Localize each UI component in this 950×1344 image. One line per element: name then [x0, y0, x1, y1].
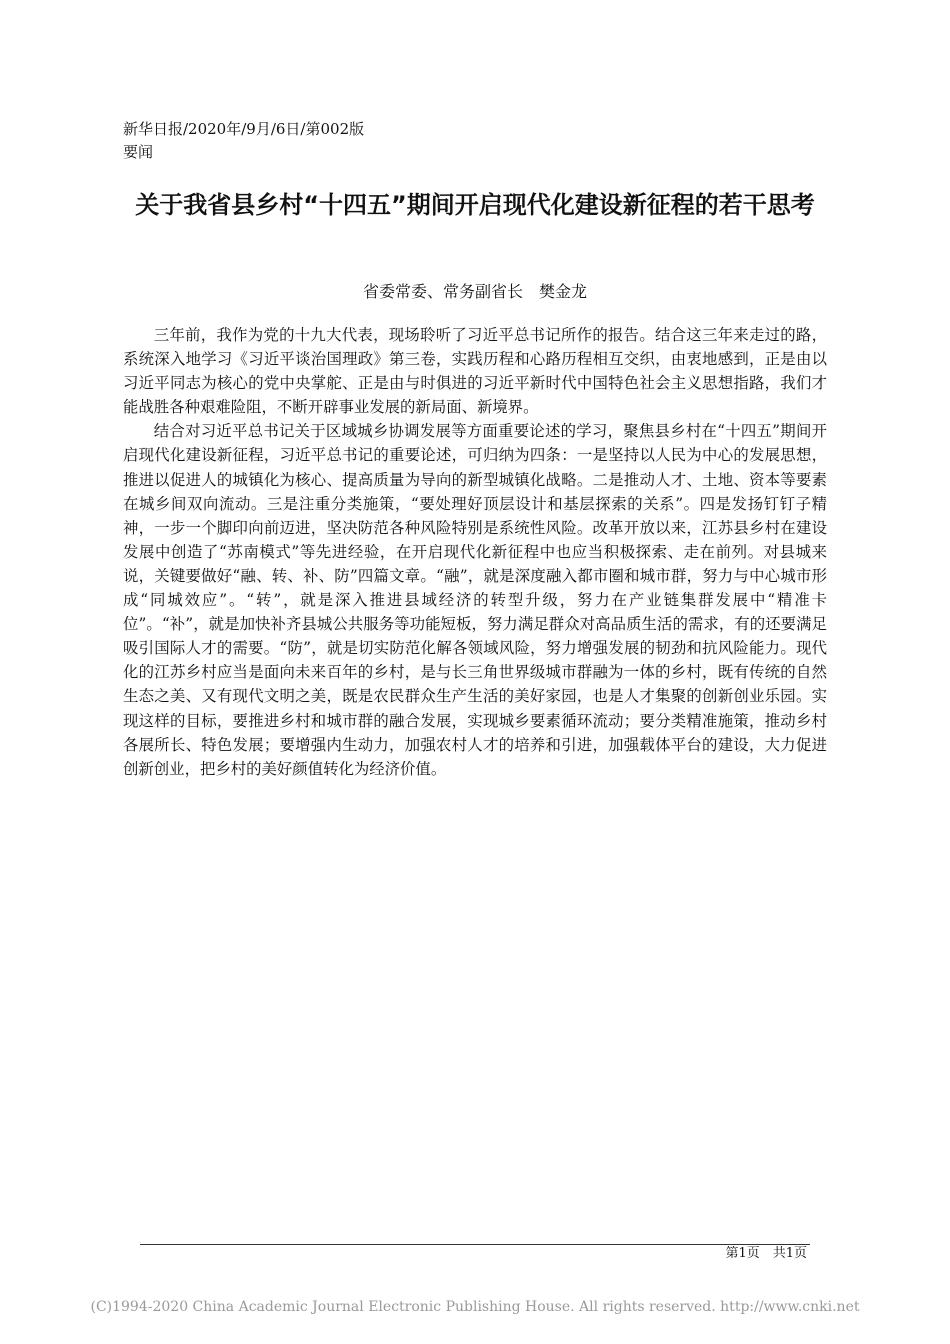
paragraph: 结合对习近平总书记关于区域城乡协调发展等方面重要论述的学习，聚焦县乡村在“十四五”期间开启现代化建设新征程，习近平总书记的重要论述，可归纳为四条：一是坚持以人民为中心的发展思想，推进以促进人的城镇化为核心、提高质量为导向的新型城镇化战略。二是推动人才、土地、资本等要素在城乡间双向流动。三是注重分类施策，“要处理好顶层设计和基层探索的关系”。四是发扬钉钉子精神，一步一个脚印向前迈进，坚决防范各种风险特别是系统性风险。改革开放以来，江苏县乡村在建设发展中创造了“苏南模式”等先进经验，在开启现代化新征程中也应当积极探索、走在前列。对县城来说，关键要做好“融、转、补、防”四篇文章。“融”，就是深度融入都市圈和城市群，努力与中心城市形成“同城效应”。“转”，就是深入推进县域经济的转型升级，努力在产业链集群发展中“精准卡位”。“补”，就是加快补齐县城公共服务等功能短板，努力满足群众对高品质生活的需求，有的还要满足吸引国际人才的需要。“防”，就是切实防范化解各领域风险，努力增强发展的韧劲和抗风险能力。现代化的江苏乡村应当是面向未来百年的乡村，是与长三角世界级城市群融为一体的乡村，既有传统的自然生态之美、又有现代文明之美，既是农民群众生产生活的美好家园，也是人才集聚的创新创业乐园。实现这样的目标，要推进乡村和城市群的融合发展，实现城乡要素循环流动；要分类精准施策，推动乡村各展所长、特色发展；要增强内生动力，加强农村人才的培养和引进，加强载体平台的建设，大力促进创新创业，把乡村的美好颜值转化为经济价值。 [123, 422, 827, 778]
article-title: 关于我省县乡村“十四五”期间开启现代化建设新征程的若干思考 [135, 191, 815, 219]
publication-source [123, 118, 364, 164]
author-line: 省委常委、常务副省长 樊金龙 [362, 282, 587, 301]
footer-divider [140, 1244, 810, 1245]
paragraph: 三年前，我作为党的十九大代表，现场聆听了习近平总书记所作的报告。结合这三年来走过的路，系统深入地学习《习近平谈治国理政》第三卷，实践历程和心路历程相互交织，由衷地感到，正是由以习近平同志为核心的党中央掌舵、正是由与时俱进的习近平新时代中国特色社会主义思想指路，我们才能战胜各种艰难险阻，不断开辟事业发展的新局面、新境界。 [123, 326, 827, 417]
source-line: 新华日报/2020年/9月/6日/第002版 [123, 120, 365, 138]
copyright-notice: (C)1994-2020 China Academic Journal Electronic Publishing House. All rights reserved. http://www.cnki.net [90, 1299, 860, 1315]
section-label: 要闻 [123, 143, 154, 161]
page-number: 第1页 共1页 [725, 1246, 807, 1261]
article-body [123, 323, 827, 781]
